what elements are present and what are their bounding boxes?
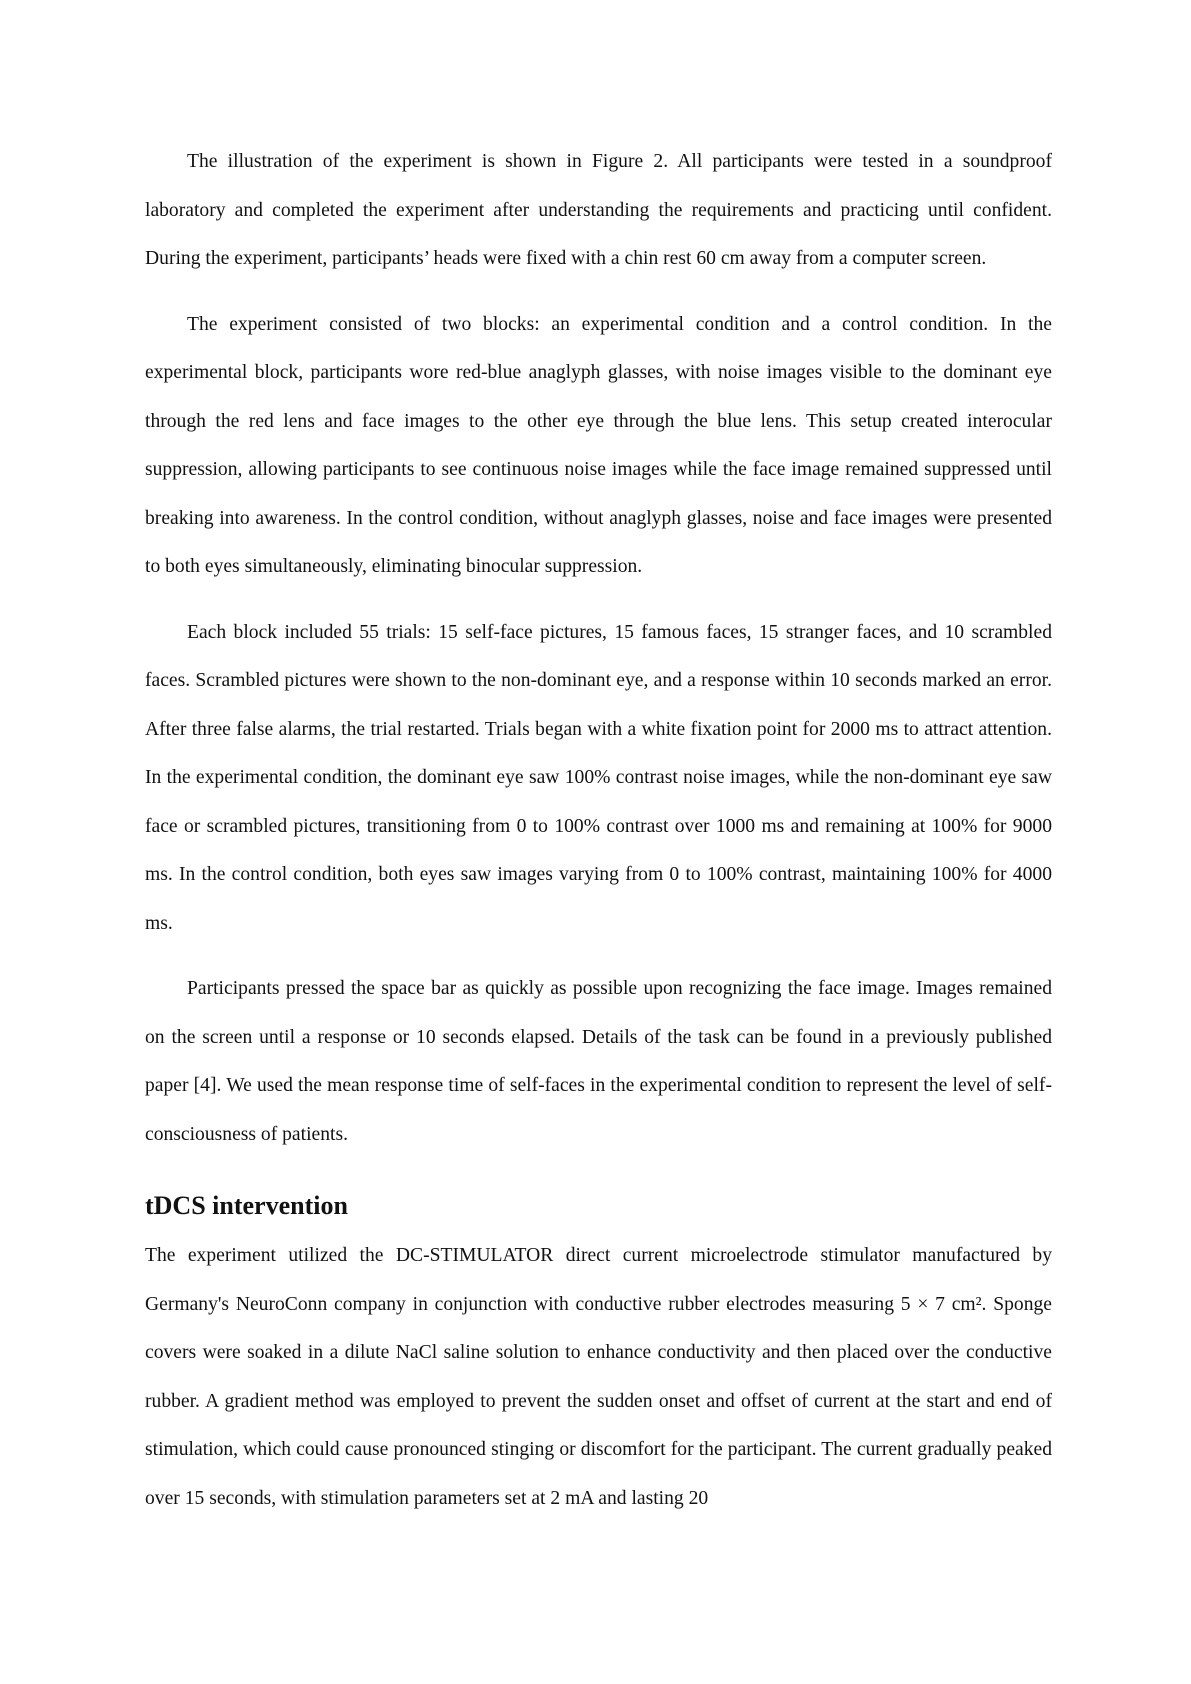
paragraph-response: Participants pressed the space bar as quickly as possible upon recognizing the face image. Images remained on the screen until a response or 10 seconds elapsed. Details of the task can be found in a previously published paper [4]. We used the mean response time of self-faces in the experimental condition to represent the level of self-consciousness of patients. [145,978,1052,1145]
paragraph-trials: Each block included 55 trials: 15 self-face pictures, 15 famous faces, 15 stranger faces, and 10 scrambled faces. Scrambled pictures were shown to the non-dominant eye, and a response within 10 seconds marked an error. After three false alarms, the trial restarted. Trials began with a white fixation point for 2000 ms to attract attention. In the experimental condition, the dominant eye saw 100% contrast noise images, while the non-dominant eye saw face or scrambled pictures, transitioning from 0 to 100% contrast over 1000 ms and remaining at 100% for 9000 ms. In the control condition, both eyes saw images varying from 0 to 100% contrast, maintaining 100% for 4000 ms. [145,621,1052,934]
paragraph-experiment-blocks: The experiment consisted of two blocks: an experimental condition and a control condition. In the experimental block, participants wore red-blue anaglyph glasses, with noise images visible to the dominant eye through the red lens and face images to the other eye through the blue lens. This setup created interocular suppression, allowing participants to see continuous noise images while the face image remained suppressed until breaking into awareness. In the control condition, without anaglyph glasses, noise and face images were presented to both eyes simultaneously, eliminating binocular suppression. [145,313,1052,577]
paragraph-tdcs: The experiment utilized the DC-STIMULATOR direct current microelectrode stimulator manufactured by Germany's NeuroConn company in conjunction with conductive rubber electrodes measuring 5 × 7 cm². Sponge covers were soaked in a dilute NaCl saline solution to enhance conductivity and then placed over the conductive rubber. A gradient method was employed to prevent the sudden onset and offset of current at the start and end of stimulation, which could cause pronounced stinging or discomfort for the participant. The current gradually peaked over 15 seconds, with stimulation parameters set at 2 mA and lasting 20 [145,1245,1052,1509]
section-heading: tDCS intervention [145,1191,348,1220]
paragraph-experiment-illustration: The illustration of the experiment is shown in Figure 2. All participants were tested in a soundproof laboratory and completed the experiment after understanding the requirements and practicing until confident. During the experiment, participants’ heads were fixed with a chin rest 60 cm away from a computer screen. [145,151,1052,269]
document-page [145,138,1052,1540]
